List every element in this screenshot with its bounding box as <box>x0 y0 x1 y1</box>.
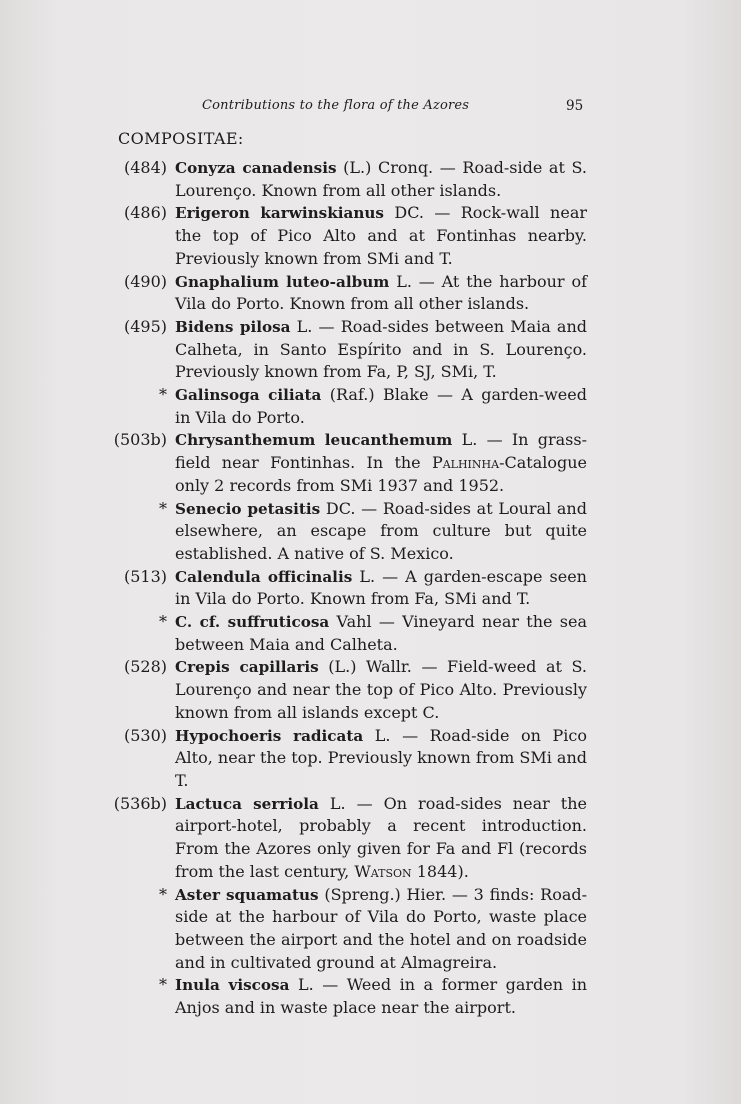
entry-number: (536b) <box>113 793 167 813</box>
list-item <box>0 271 741 316</box>
entry-number: (486) <box>123 203 167 223</box>
cited-author: Watson <box>354 861 412 881</box>
species-name: Conyza canadensis <box>175 159 337 177</box>
entry-text <box>175 611 587 656</box>
cited-catalogue: Palhinha <box>431 453 500 473</box>
list-item <box>0 316 741 384</box>
description: — 3 finds: Roadside at the harbour of Vila do Porto, waste place between the airport and the hotel and on roadside and in cultivated ground at Almagreira. <box>175 884 588 972</box>
entry-number: (528) <box>123 657 167 677</box>
page-number: 95 <box>566 98 584 114</box>
entry-text <box>175 725 587 793</box>
author: DC. <box>394 203 424 223</box>
description-cont: 1844). <box>411 861 469 881</box>
list-item <box>0 566 741 611</box>
section-title: COMPOSITAE: <box>118 129 244 148</box>
species-name: C. cf. suffruticosa <box>175 613 330 632</box>
description-cont: -Catalogue only 2 records from SMi 1937 and 1952. <box>175 453 587 495</box>
list-item <box>0 384 741 429</box>
author: (Spreng.) Hier. <box>324 884 447 904</box>
list-item <box>0 725 741 793</box>
author: DC. <box>325 498 356 518</box>
species-name: Erigeron karwinskianus <box>175 204 384 223</box>
description: — Road-sides at Loural and elsewhere, an escape from culture but quite established. A native of S. Mexico. <box>175 498 587 563</box>
description: — Rock-wall near the top of Pico Alto and at Fontinhas nearby. Previously known from SMi and T. <box>175 203 587 268</box>
species-name: Bidens pilosa <box>175 317 291 336</box>
description: — In grassfield near Fontinhas. In the <box>175 430 587 473</box>
description: — Road-side at S. Lourenço. Known from all other islands. <box>175 158 587 200</box>
species-name: Aster squamatus <box>175 885 319 904</box>
entry-number: (503b) <box>113 430 167 450</box>
author: (Raf.) Blake <box>329 385 429 405</box>
author: (L.) Cronq. <box>343 158 434 177</box>
species-name: Lactuca serriola <box>175 794 319 813</box>
entry-text <box>175 498 587 566</box>
entry-text <box>175 429 587 497</box>
entry-number: * <box>159 884 167 904</box>
entry-number: * <box>159 612 167 632</box>
entry-number: (513) <box>123 566 167 586</box>
entry-text <box>175 202 587 270</box>
species-name: Senecio petasitis <box>175 499 321 518</box>
entry-text <box>175 656 587 724</box>
entry-text <box>175 157 587 202</box>
author: L. <box>297 975 314 995</box>
author: L. <box>374 725 391 745</box>
description: — Weed in a former garden in Anjos and in waste place near the airport. <box>175 975 587 1018</box>
entry-text <box>175 316 587 384</box>
entry-number: * <box>159 385 167 405</box>
author: L. <box>461 430 478 450</box>
entry-text <box>175 271 587 316</box>
species-name: Galinsoga ciliata <box>175 386 322 405</box>
entry-number: * <box>159 498 167 518</box>
entry-text <box>175 974 587 1019</box>
description: — A garden-escape seen in Vila do Porto. Known from Fa, SMi and T. <box>175 566 587 609</box>
species-name: Inula viscosa <box>175 976 290 995</box>
list-item <box>0 884 741 975</box>
list-item <box>0 157 741 202</box>
list-item <box>0 498 741 566</box>
description: — Field-weed at S. Lourenço and near the top of Pico Alto. Previously known from all islands except C. <box>175 657 587 722</box>
running-head: Contributions to the flora of the Azores <box>202 98 470 113</box>
list-item <box>0 429 741 497</box>
entry-number: (490) <box>123 271 167 291</box>
entry-text <box>175 566 587 611</box>
entry-text <box>175 384 587 429</box>
entry-text <box>175 884 587 975</box>
author: (L.) Wallr. <box>328 657 412 677</box>
description: — On road-sides near the airport-hotel, probably a recent introduction. From the Azores only given for Fa and Fl (records from the last century, <box>175 793 587 881</box>
list-item <box>0 202 741 270</box>
species-name: Hypochoeris radicata <box>175 726 364 745</box>
species-name: Calendula officinalis <box>175 567 353 586</box>
entry-number: * <box>159 975 167 995</box>
description: — A garden-weed in Vila do Porto. <box>175 385 587 427</box>
description: — Road-side on Pico Alto, near the top. Previously known from SMi and T. <box>175 725 587 790</box>
entry-number: (484) <box>123 158 167 177</box>
species-name: Chrysanthemum leucanthemum <box>175 431 453 450</box>
entry-number: (495) <box>123 316 167 336</box>
author: L. <box>359 566 376 586</box>
list-item <box>0 611 741 656</box>
author: Vahl <box>336 612 372 632</box>
list-item <box>0 974 741 1019</box>
author: L. <box>329 793 346 813</box>
description: — Vineyard near the sea between Maia and Calheta. <box>175 612 587 654</box>
description: — Road-sides between Maia and Calheta, in Santo Espírito and in S. Lourenço. Previously known from Fa, P, SJ, SMi, T. <box>175 316 587 382</box>
description: — At the harbour of Vila do Porto. Known from all other islands. <box>175 271 587 314</box>
entry-text <box>175 793 587 884</box>
list-item <box>0 793 741 884</box>
page-header <box>0 98 741 118</box>
species-list <box>0 157 741 1020</box>
entry-number: (530) <box>123 725 167 745</box>
species-name: Gnaphalium luteo-album <box>175 272 390 291</box>
author: L. <box>396 271 412 291</box>
author: L. <box>296 316 313 336</box>
species-name: Crepis capillaris <box>175 658 319 677</box>
list-item <box>0 656 741 724</box>
